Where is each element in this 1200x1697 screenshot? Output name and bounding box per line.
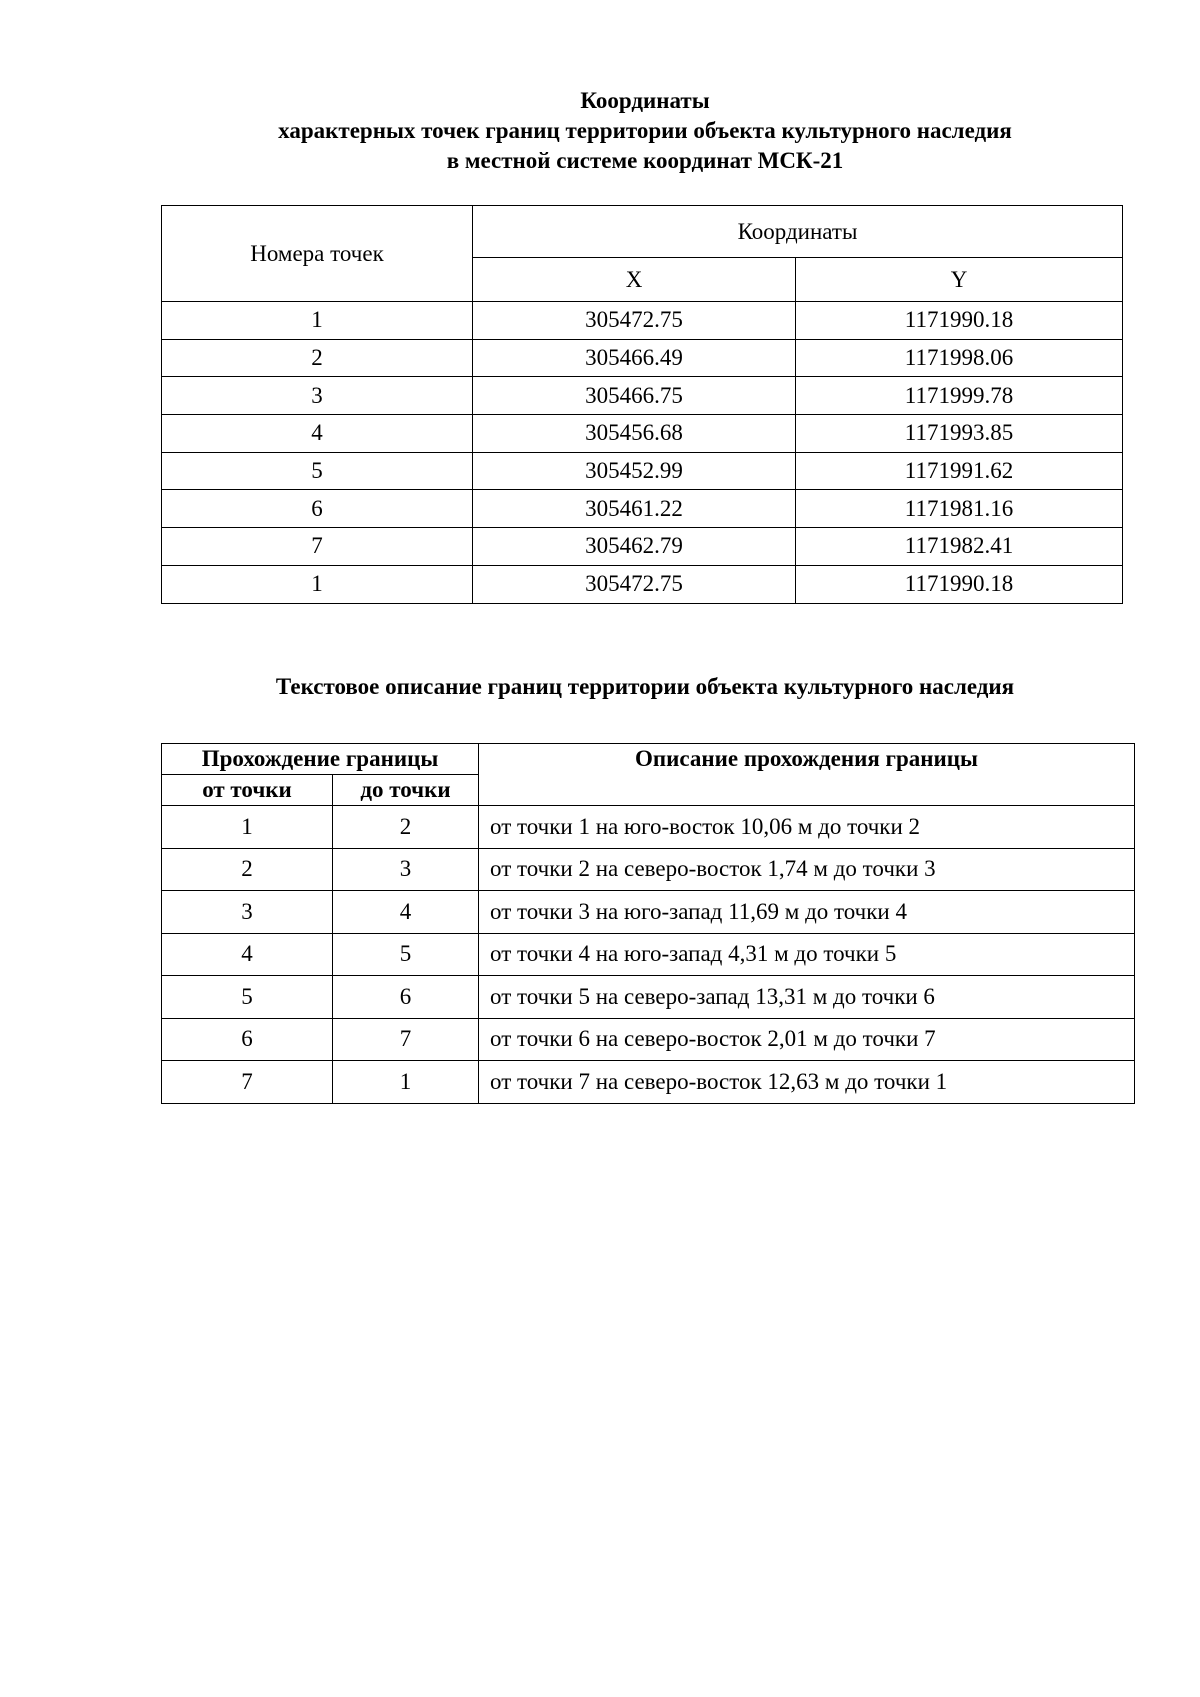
table-row <box>162 302 1123 340</box>
x-value: 305462.79 <box>473 528 796 566</box>
point-number: 1 <box>162 302 473 340</box>
header-point-numbers: Номера точек <box>162 206 473 302</box>
header-boundary-passage: Прохождение границы <box>162 744 479 775</box>
point-number: 5 <box>162 452 473 490</box>
y-value: 1171990.18 <box>796 565 1123 603</box>
passage-description: от точки 7 на северо-восток 12,63 м до точки 1 <box>479 1061 1135 1104</box>
passage-description: от точки 4 на юго-запад 4,31 м до точки 5 <box>479 933 1135 976</box>
from-point: 6 <box>162 1018 333 1061</box>
document-title <box>0 86 1200 176</box>
table-row <box>162 415 1123 453</box>
table-row <box>162 339 1123 377</box>
point-number: 3 <box>162 377 473 415</box>
coordinates-table <box>161 205 1123 604</box>
section-title: Текстовое описание границ территории объекта культурного наследия <box>275 674 1015 699</box>
point-number: 4 <box>162 415 473 453</box>
point-number: 2 <box>162 339 473 377</box>
table-row <box>162 528 1123 566</box>
point-number: 1 <box>162 565 473 603</box>
x-value: 305466.75 <box>473 377 796 415</box>
passage-description: от точки 5 на северо-запад 13,31 м до точки 6 <box>479 976 1135 1019</box>
to-point: 6 <box>333 976 479 1019</box>
x-value: 305466.49 <box>473 339 796 377</box>
x-value: 305452.99 <box>473 452 796 490</box>
to-point: 4 <box>333 891 479 934</box>
to-point: 7 <box>333 1018 479 1061</box>
table-row <box>162 1061 1135 1104</box>
passage-description: от точки 3 на юго-запад 11,69 м до точки 4 <box>479 891 1135 934</box>
table-row <box>162 377 1123 415</box>
header-passage-description: Описание прохождения границы <box>479 744 1135 806</box>
y-value: 1171981.16 <box>796 490 1123 528</box>
table-row <box>162 806 1135 849</box>
table-row <box>162 891 1135 934</box>
point-number: 7 <box>162 528 473 566</box>
x-value: 305461.22 <box>473 490 796 528</box>
table-row <box>162 452 1123 490</box>
from-point: 5 <box>162 976 333 1019</box>
from-point: 4 <box>162 933 333 976</box>
table-row <box>162 848 1135 891</box>
passage-description: от точки 1 на юго-восток 10,06 м до точки 2 <box>479 806 1135 849</box>
from-point: 2 <box>162 848 333 891</box>
passage-description: от точки 2 на северо-восток 1,74 м до точки 3 <box>479 848 1135 891</box>
point-number: 6 <box>162 490 473 528</box>
y-value: 1171999.78 <box>796 377 1123 415</box>
table-row <box>162 976 1135 1019</box>
from-point: 3 <box>162 891 333 934</box>
header-x: X <box>473 258 796 302</box>
table-row <box>162 565 1123 603</box>
table-row <box>162 490 1123 528</box>
boundary-description-table <box>161 743 1135 1104</box>
from-point: 1 <box>162 806 333 849</box>
title-line-3: в местной системе координат МСК-21 <box>446 148 844 173</box>
to-point: 3 <box>333 848 479 891</box>
table-row <box>162 1018 1135 1061</box>
x-value: 305456.68 <box>473 415 796 453</box>
table-row <box>162 933 1135 976</box>
header-y: Y <box>796 258 1123 302</box>
from-point: 7 <box>162 1061 333 1104</box>
to-point: 5 <box>333 933 479 976</box>
to-point: 2 <box>333 806 479 849</box>
title-line-1: Координаты <box>580 88 710 113</box>
header-coordinates: Координаты <box>473 206 1123 258</box>
y-value: 1171993.85 <box>796 415 1123 453</box>
y-value: 1171991.62 <box>796 452 1123 490</box>
header-from-point: от точки <box>162 775 333 806</box>
header-to-point: до точки <box>333 775 479 806</box>
title-line-2: характерных точек границ территории объекта культурного наследия <box>278 118 1012 143</box>
x-value: 305472.75 <box>473 565 796 603</box>
x-value: 305472.75 <box>473 302 796 340</box>
y-value: 1171982.41 <box>796 528 1123 566</box>
y-value: 1171998.06 <box>796 339 1123 377</box>
passage-description: от точки 6 на северо-восток 2,01 м до точки 7 <box>479 1018 1135 1061</box>
y-value: 1171990.18 <box>796 302 1123 340</box>
to-point: 1 <box>333 1061 479 1104</box>
